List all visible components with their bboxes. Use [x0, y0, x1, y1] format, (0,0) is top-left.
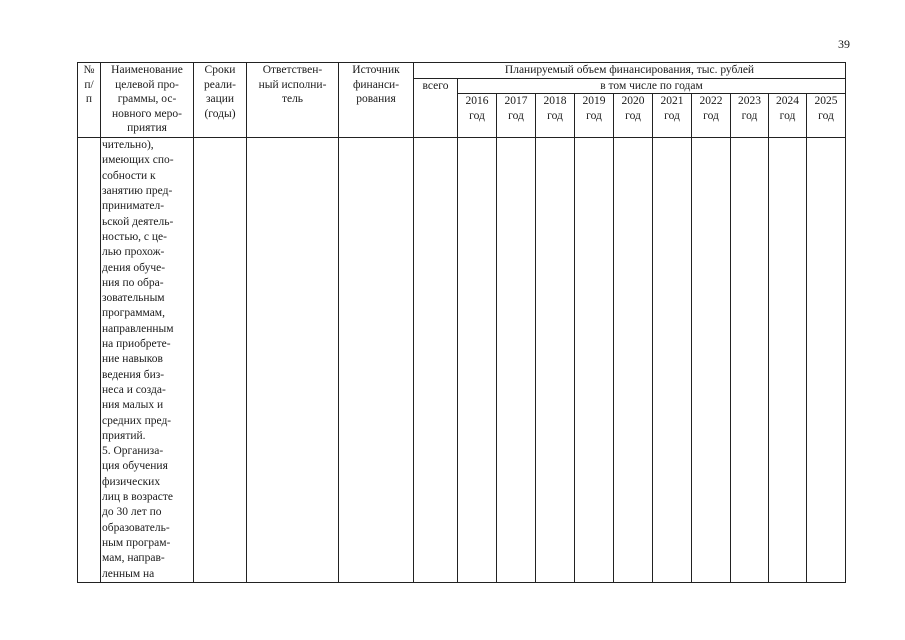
header-year-2025: 2025 год — [807, 94, 846, 138]
header-year-2017: 2017 год — [497, 94, 536, 138]
year-cell-2025 — [807, 138, 846, 583]
year-cell-2019 — [575, 138, 614, 583]
header-program-name: Наименование целевой про- граммы, ос- новного меро- приятия — [101, 63, 194, 138]
year-cell-2016 — [458, 138, 497, 583]
program-description-cell: чительно), имеющих спо- собности к занятию пред- принимател- ьской деятель- ностью, с це- лью прохож- дения обуче- ния по обра- зовательным программам, направленным на приобрете- ние навыков ведения биз- неса и созда- ния малых и средних пред- приятий. 5. Организа- ция обучения физических лиц в возрасте до 30 лет по образователь- ным програм- мам, направ- ленным на — [101, 138, 194, 583]
header-by-years: в том числе по годам — [458, 78, 846, 94]
header-num: № п/ п — [78, 63, 101, 138]
year-cell-2024 — [769, 138, 807, 583]
header-year-2021: 2021 год — [653, 94, 692, 138]
year-cell-2022 — [692, 138, 731, 583]
header-year-2024: 2024 год — [769, 94, 807, 138]
year-cell-2021 — [653, 138, 692, 583]
header-year-2022: 2022 год — [692, 94, 731, 138]
year-cell-2020 — [614, 138, 653, 583]
funding-source-cell — [339, 138, 414, 583]
page-number: 39 — [838, 37, 850, 51]
header-planned-financing: Планируемый объем финансирования, тыс. рублей — [414, 63, 846, 79]
year-cell-2023 — [731, 138, 769, 583]
responsible-cell — [247, 138, 339, 583]
financing-table — [77, 62, 846, 583]
header-responsible: Ответствен- ный исполни- тель — [247, 63, 339, 138]
total-cell — [414, 138, 458, 583]
year-cell-2017 — [497, 138, 536, 583]
header-year-2018: 2018 год — [536, 94, 575, 138]
header-term: Сроки реали- зации (годы) — [194, 63, 247, 138]
header-total: всего — [414, 78, 458, 138]
header-year-2019: 2019 год — [575, 94, 614, 138]
year-cell-2018 — [536, 138, 575, 583]
term-cell — [194, 138, 247, 583]
header-year-2023: 2023 год — [731, 94, 769, 138]
header-funding-source: Источник финанси- рования — [339, 63, 414, 138]
row-num-cell — [78, 138, 101, 583]
header-year-2020: 2020 год — [614, 94, 653, 138]
header-year-2016: 2016 год — [458, 94, 497, 138]
